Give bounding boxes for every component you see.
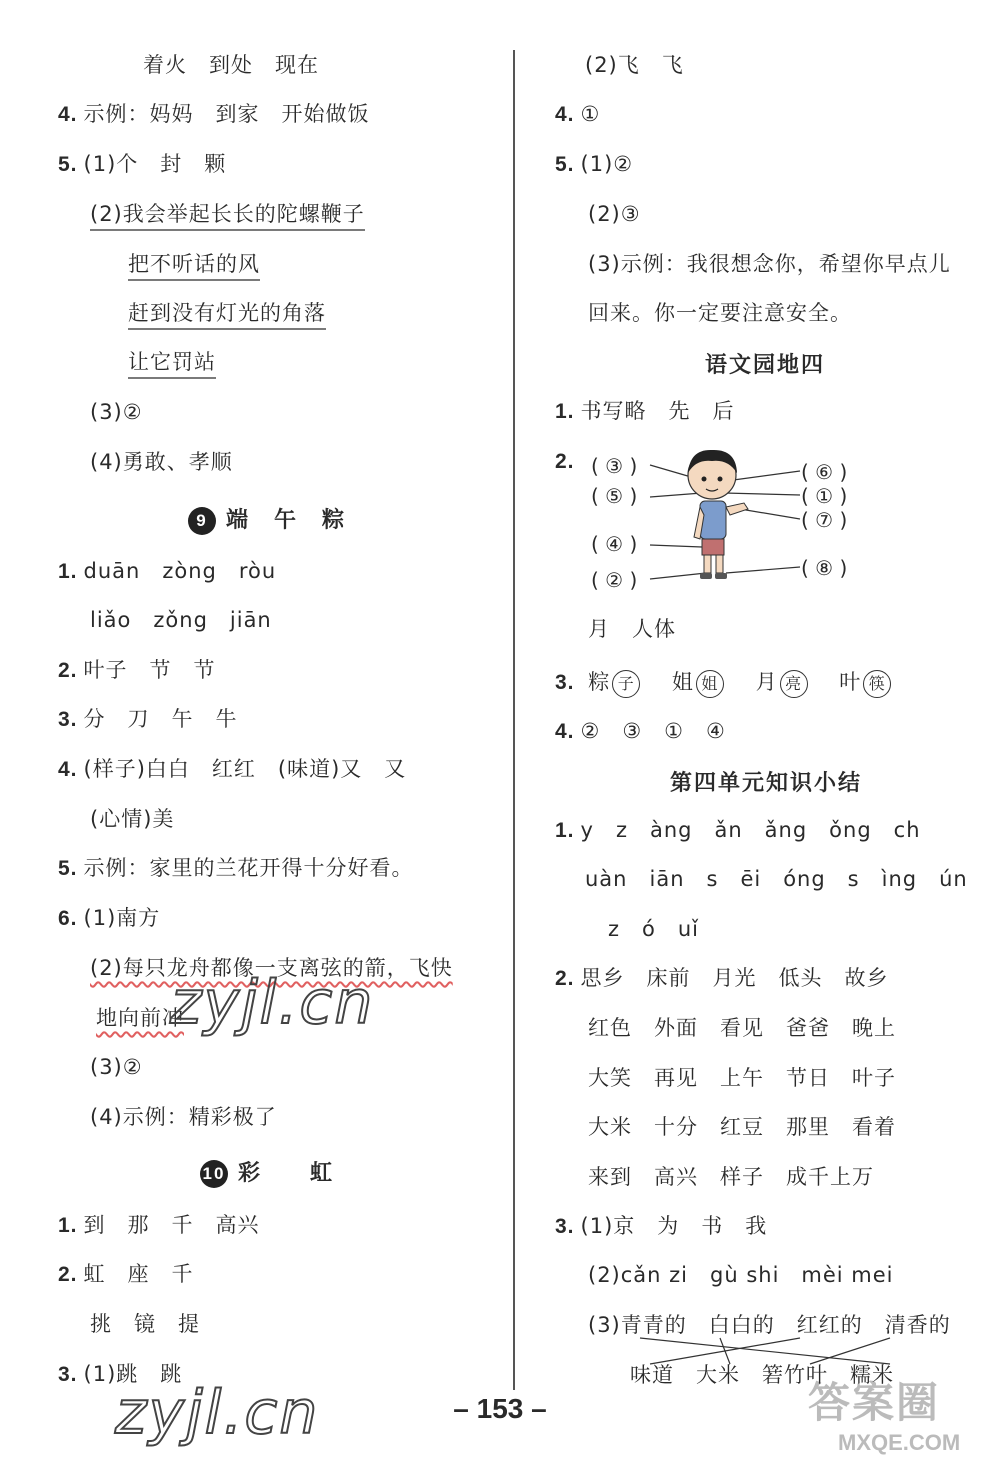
answer-6 (58, 903, 160, 934)
watermark-url: MXQE.COM (838, 1430, 961, 1455)
answer-5 (58, 853, 414, 884)
item-number: 5. (58, 857, 78, 880)
watermark-logo: zyjl.cn (115, 1378, 320, 1448)
item-number: 3. (58, 1363, 78, 1386)
wavy-underlined-text: (2)每只龙舟都像一支离弦的箭，飞快 (90, 956, 453, 980)
answer-1 (555, 815, 921, 846)
text-line: (2)cǎn zi gù shi mèi mei (588, 1263, 894, 1287)
text-line: z ó uǐ (608, 917, 700, 941)
item-number: 1. (58, 1214, 78, 1237)
lesson-9-heading (188, 503, 346, 535)
label-paren: ( ⑧ ) (801, 556, 848, 580)
label-paren: ( ⑦ ) (801, 508, 848, 532)
answer-text: y z àng ǎn ǎng ǒng ch (580, 818, 921, 842)
word-row: 大笑 再见 上午 节日 叶子 (588, 1066, 896, 1090)
text-line: 挑 镜 提 (90, 1312, 200, 1336)
answer-2 (58, 1259, 194, 1290)
label-paren: ( ① ) (801, 484, 848, 508)
item-number: 5. (555, 153, 575, 176)
char: 叶 (839, 670, 862, 694)
answer-2 (58, 655, 216, 686)
text-line (128, 347, 216, 377)
char: 姐 (671, 670, 694, 694)
answer-text: (1)② (580, 152, 634, 176)
watermark-brand: 答案圈 (808, 1378, 941, 1427)
lesson-title: 彩 虹 (238, 1161, 335, 1186)
item-number: 4. (58, 758, 78, 781)
label-paren: ( ③ ) (591, 454, 638, 478)
eye (718, 477, 723, 482)
answer-3 (58, 704, 238, 735)
answer-1 (58, 556, 276, 587)
answer-text: (1)京 为 书 我 (580, 1214, 768, 1238)
answer-4 (555, 99, 600, 130)
char: 月 (755, 670, 778, 694)
answer-4 (555, 716, 726, 747)
item-number: 1. (58, 560, 78, 583)
column-divider (513, 50, 515, 1390)
text-line: 味道 大米 箬竹叶 糯米 (630, 1363, 894, 1387)
answer-text: 分 刀 午 牛 (83, 707, 238, 731)
item-number: 4. (555, 720, 575, 743)
item-number: 2. (58, 1263, 78, 1286)
item-number: 3. (555, 671, 575, 694)
text-line: (2)③ (588, 202, 641, 226)
child-figure (640, 445, 810, 595)
answer-text: duān zòng ròu (83, 559, 277, 583)
item-number: 3. (555, 1215, 575, 1238)
text-line: uàn iān s ēi óng s ìng ún (585, 867, 968, 891)
shoe (715, 573, 727, 579)
leader-line (726, 471, 800, 481)
item-number: 5. (58, 153, 78, 176)
item-number: 2. (58, 659, 78, 682)
text-line (90, 199, 365, 229)
answer-text: ① (580, 102, 601, 126)
section-heading: 第四单元知识小结 (670, 771, 863, 796)
leader-line (740, 509, 800, 519)
answer-3 (555, 1211, 767, 1242)
leg (716, 555, 723, 573)
label-paren: ( ⑥ ) (801, 460, 848, 484)
underlined-text: (2)我会举起长长的陀螺鞭子 (90, 202, 365, 231)
text-line: 着火 到处 现在 (143, 53, 319, 77)
text-line: (3)② (90, 1055, 143, 1079)
answer-5 (555, 149, 633, 180)
label-paren: ( ② ) (591, 568, 638, 592)
text-line (128, 249, 260, 279)
text-line: (3)示例：我很想念你，希望你早点儿 (588, 252, 951, 276)
leader-line (650, 573, 706, 579)
arm (726, 503, 748, 515)
wavy-underlined-text: 地向前冲 (96, 1006, 184, 1030)
word-row: 红色 外面 看见 爸爸 晚上 (588, 1016, 896, 1040)
watermark-logo: zyjl.cn (170, 968, 375, 1038)
answer-4 (58, 754, 406, 785)
text-line: (3)② (90, 400, 143, 424)
item-number: 1. (555, 400, 575, 423)
answer-text: (1)南方 (83, 906, 161, 930)
leader-line (650, 493, 702, 497)
item-number: 2. (555, 450, 575, 473)
text-line: (4)示例：精彩极了 (90, 1105, 277, 1129)
eye (702, 477, 707, 482)
answer-2-number (555, 446, 581, 477)
circled-char: 子 (612, 670, 640, 698)
text-line: (2)飞 飞 (585, 53, 684, 77)
lesson-10-heading (200, 1156, 334, 1188)
circled-char: 亮 (780, 670, 808, 698)
item-number: 2. (555, 967, 575, 990)
answer-4 (58, 99, 370, 130)
underlined-text: 把不听话的风 (128, 252, 260, 281)
answer-text: (1)个 封 颗 (83, 152, 227, 176)
label-paren: ( ⑤ ) (591, 484, 638, 508)
answer-text: 到 那 千 高兴 (83, 1213, 260, 1237)
word-row: 来到 高兴 样子 成千上万 (588, 1165, 874, 1189)
text-line: 月 人体 (588, 617, 676, 641)
answer-text: 虹 座 千 (83, 1262, 194, 1286)
answer-text: 示例：家里的兰花开得十分好看。 (83, 856, 414, 880)
lesson-number-badge: 10 (200, 1160, 228, 1188)
shoe (700, 573, 712, 579)
page-number: – 153 – (453, 1393, 547, 1424)
leader-line (726, 567, 800, 573)
char: 粽 (588, 670, 611, 694)
lesson-number-badge: 9 (188, 507, 216, 535)
item-number: 3. (58, 708, 78, 731)
answer-5 (58, 149, 226, 180)
answer-text: (样子)白白 红红 (味道)又 又 (83, 757, 407, 781)
answer-text: 书写略 先 后 (580, 399, 735, 423)
circled-char: 筷 (863, 670, 891, 698)
leader-line (724, 493, 800, 495)
answer-1 (58, 1210, 260, 1241)
item-number: 4. (58, 103, 78, 126)
text-line: liǎo zǒng jiān (90, 608, 272, 632)
underlined-text: 赶到没有灯光的角落 (128, 301, 326, 330)
answer-3 (555, 667, 891, 698)
text-line: (4)勇敢、孝顺 (90, 450, 233, 474)
text-line (128, 298, 326, 328)
leader-line (650, 545, 702, 547)
leg (704, 555, 711, 573)
answer-text: ② ③ ① ④ (580, 719, 726, 743)
item-number: 1. (555, 819, 575, 842)
shorts (702, 539, 724, 555)
underlined-text: 让它罚站 (128, 350, 216, 379)
item-number: 6. (58, 907, 78, 930)
section-heading: 语文园地四 (705, 353, 826, 378)
circled-char: 姐 (696, 670, 724, 698)
text-line: (3)青青的 白白的 红红的 清香的 (588, 1313, 951, 1337)
word-row: 思乡 床前 月光 低头 故乡 (580, 966, 889, 990)
lesson-title: 端 午 粽 (226, 508, 347, 533)
label-paren: ( ④ ) (591, 532, 638, 556)
text-line: 回来。你一定要注意安全。 (588, 301, 852, 325)
answer-text: 示例：妈妈 到家 开始做饭 (83, 102, 370, 126)
shirt (700, 501, 726, 539)
answer-2 (555, 963, 889, 994)
item-number: 4. (555, 103, 575, 126)
answer-text: (1)跳 跳 (83, 1362, 183, 1386)
answer-text: 叶子 节 节 (83, 658, 216, 682)
answer-1 (555, 396, 735, 427)
word-row: 大米 十分 红豆 那里 看着 (588, 1115, 896, 1139)
text-line: (心情)美 (90, 807, 175, 831)
